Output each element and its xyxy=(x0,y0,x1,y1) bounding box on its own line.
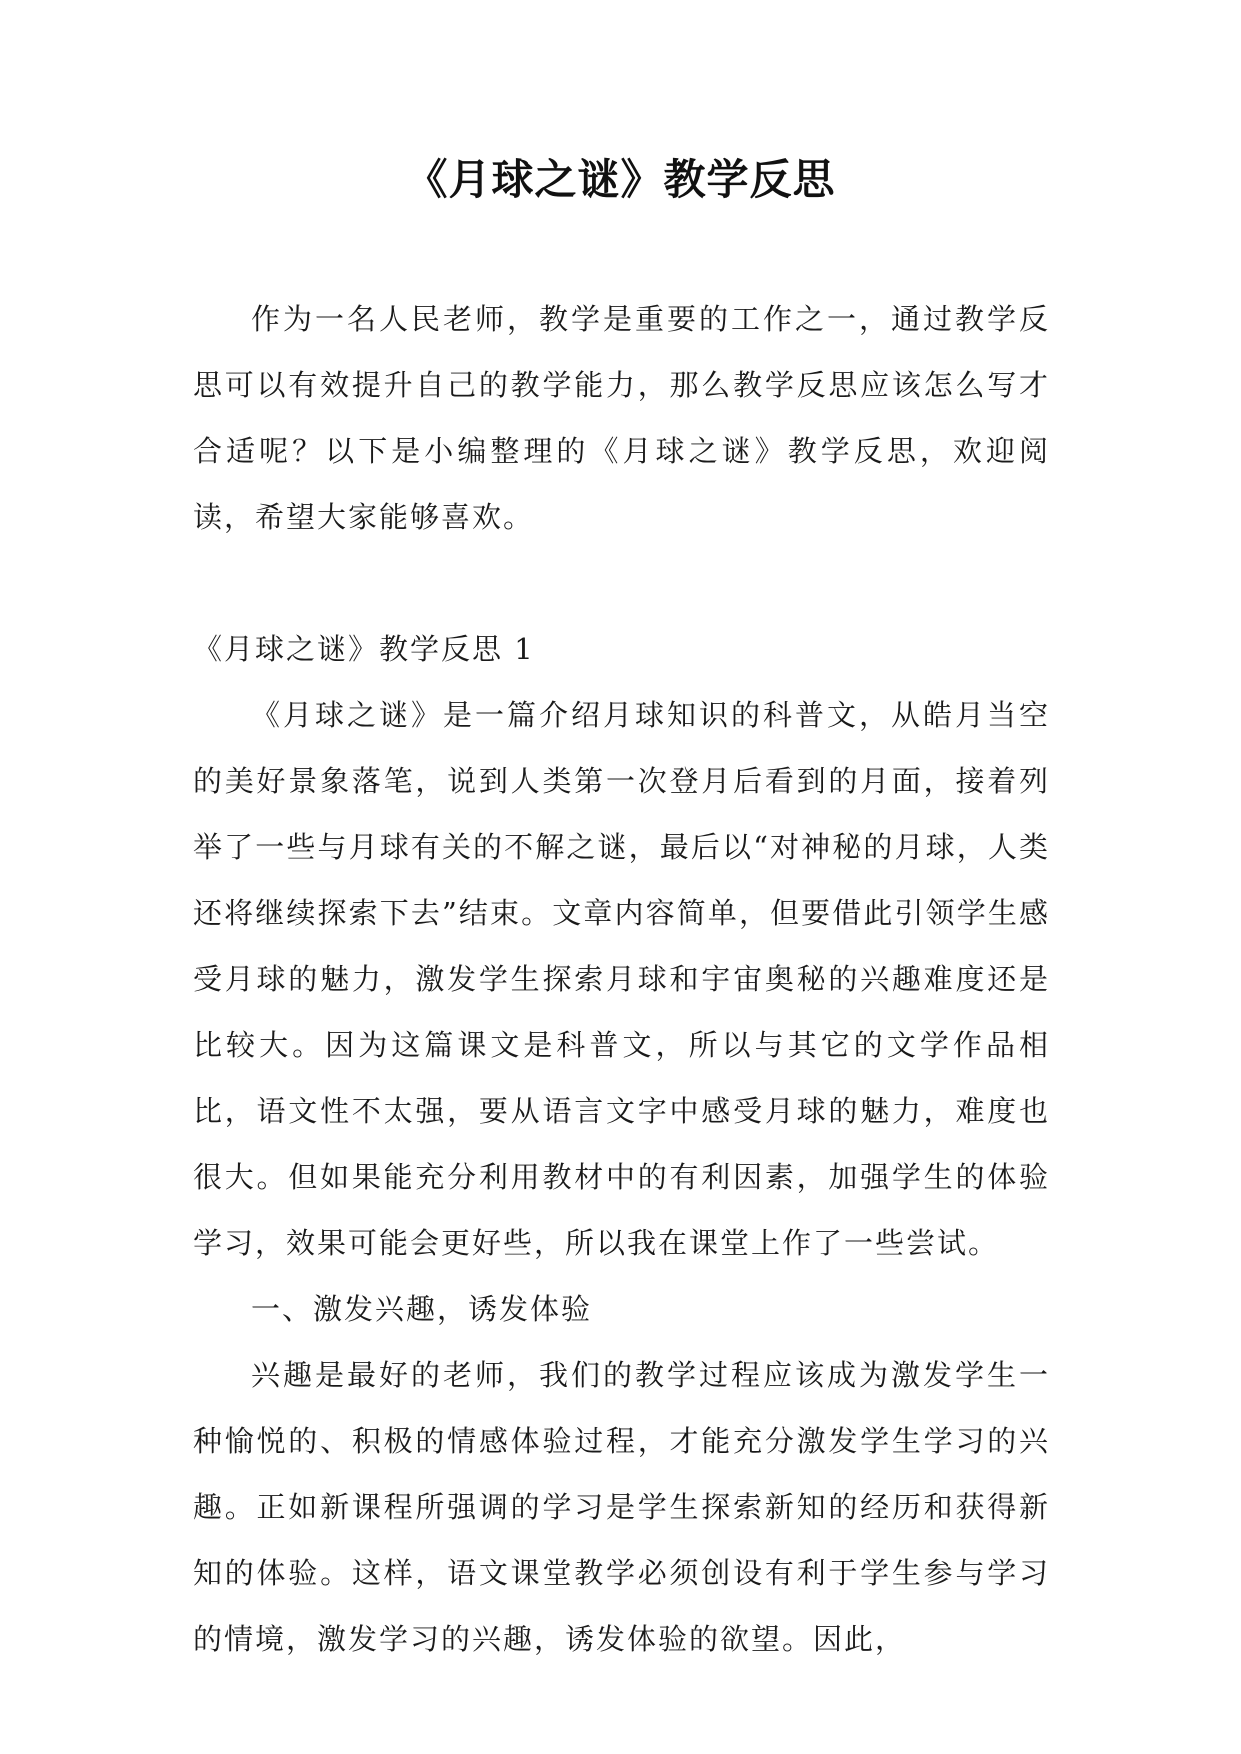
section-paragraph-2: 兴趣是最好的老师，我们的教学过程应该成为激发学生一种愉悦的、积极的情感体验过程，才能充分激发学生学习的兴趣。正如新课程所强调的学习是学生探索新知的经历和获得新知的体验。这样，语文课堂教学必须创设有利于学生参与学习的情境，激发学习的兴趣，诱发体验的欲望。因此， xyxy=(193,1358,1050,1656)
document-title: 《月球之谜》教学反思 xyxy=(405,155,836,204)
intro-paragraph: 作为一名人民老师，教学是重要的工作之一，通过教学反思可以有效提升自己的教学能力，那么教学反思应该怎么写才合适呢？以下是小编整理的《月球之谜》教学反思，欢迎阅读，希望大家能够喜欢。 xyxy=(193,302,1050,534)
section-heading: 《月球之谜》教学反思 1 xyxy=(193,632,535,666)
section-paragraph: 《月球之谜》是一篇介绍月球知识的科普文，从皓月当空的美好景象落笔，说到人类第一次登月后看到的月面，接着列举了一些与月球有关的不解之谜，最后以“对神秘的月球，人类还将继续探索下去”结束。文章内容简单，但要借此引领学生感受月球的魅力，激发学生探索月球和宇宙奥秘的兴趣难度还是比较大。因为这篇课文是科普文，所以与其它的文学作品相比，语文性不太强，要从语言文字中感受月球的魅力，难度也很大。但如果能充分利用教材中的有利因素，加强学生的体验学习，效果可能会更好些，所以我在课堂上作了一些尝试。 xyxy=(193,698,1050,1260)
document-body xyxy=(193,286,1050,1672)
subsection-heading: 一、激发兴趣，诱发体验 xyxy=(251,1292,593,1326)
